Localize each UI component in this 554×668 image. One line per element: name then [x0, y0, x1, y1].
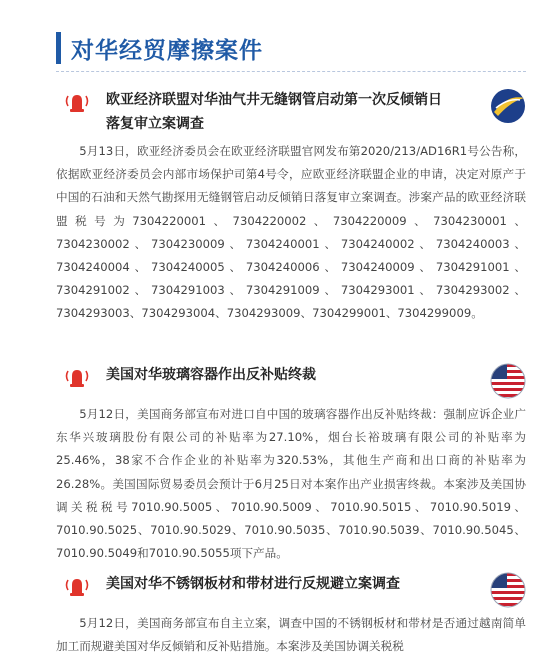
section-title: 对华经贸摩擦案件	[71, 37, 263, 64]
section-divider	[56, 71, 526, 72]
alarm-icon	[64, 90, 90, 114]
us-flag-icon	[490, 363, 526, 399]
news-body: 5月13日，欧亚经济委员会在欧亚经济联盟官网发布第2020/213/AD16R1号公告称，依据欧亚经济委员会内部市场保护司第4号令，应欧亚经济联盟企业的申请，决定对原产于中国的石油和天然气勘探用无缝钢管启动反倾销日落复审立案调查。涉案产品的欧亚经济联盟税号为7304220001、7304220002、7304220009、7304230001、7304230002、7304230009、7304240001、7304240002、7304240003、7304240004、7304240005、7304240006、7304240009、7304291001、7304291002、7304291003、7304291009、7304293001、7304293002、7304293003、7304293004、7304293009、7304299001、7304299009。	[56, 144, 526, 321]
alarm-icon	[64, 574, 90, 598]
news-body: 5月12日，美国商务部宣布对进口自中国的玻璃容器作出反补贴终裁：强制应诉企业广东华兴玻璃股份有限公司的补贴率为27.10%，烟台长裕玻璃有限公司的补贴率为25.46%，38家不合作企业的补贴率为320.53%，其他生产商和出口商的补贴率为26.28%。美国国际贸易委员会预计于6月25日对本案作出产业损害终裁。本案涉及美国协调关税税号7010.90.5005、7010.90.5009、7010.90.5015、7010.90.5019、7010.90.5025、7010.90.5029、7010.90.5035、7010.90.5039、7010.90.5045、7010.90.5049和7010.90.5055项下产品。	[56, 407, 526, 561]
news-header	[56, 363, 526, 403]
us-flag-icon	[490, 572, 526, 608]
news-item	[56, 363, 526, 565]
news-title: 欧亚经济联盟对华油气井无缝钢管启动第一次反倾销日落复审立案调查	[106, 92, 442, 132]
section-accent-bar	[56, 32, 61, 64]
section-header	[56, 30, 526, 66]
news-item	[56, 88, 526, 326]
eaeu-emblem-icon	[490, 88, 526, 124]
news-body: 5月12日，美国商务部宣布自主立案，调查中国的不锈钢板材和带材是否通过越南简单加工而规避美国对华反倾销和反补贴措施。本案涉及美国协调关税税	[56, 616, 526, 654]
news-item	[56, 572, 526, 658]
alarm-icon	[64, 365, 90, 389]
news-title: 美国对华玻璃容器作出反补贴终裁	[106, 367, 316, 383]
news-header	[56, 88, 526, 140]
news-title: 美国对华不锈钢板材和带材进行反规避立案调查	[106, 576, 400, 592]
news-header	[56, 572, 526, 612]
